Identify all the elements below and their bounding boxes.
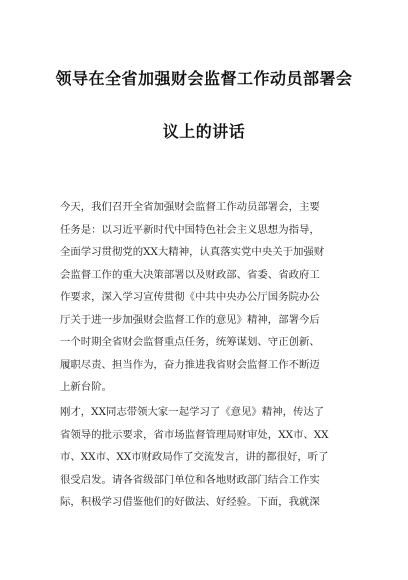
text-line: 刚才，XX同志带领大家一起学习了《意见》精神，传达了 <box>60 406 325 418</box>
text-line: 省领导的批示要求，省市场监督管理局财审处，XX市、XX <box>60 428 329 441</box>
text-line: 际，积极学习借鉴他们的好做法、好经验。下面，我就深 <box>60 496 320 508</box>
paragraph-2 <box>60 401 350 514</box>
text-line: 今天，我们召开全省加强财会监督工作动员部署会，主要 <box>60 201 320 213</box>
text-line: 会监督工作的重大决策部署以及财政部、省委、省政府工 <box>60 268 320 281</box>
document-title-line-1: 领导在全省加强财会监督工作动员部署会 <box>55 69 353 88</box>
text-line: 全面学习贯彻党的XX大精神，认真落实党中央关于加强财 <box>60 246 325 258</box>
text-line: 履职尽责、担当作为，奋力推进我省财会监督工作不断迈 <box>60 358 320 371</box>
paragraph-1 <box>60 196 350 399</box>
text-line: 任务是：以习近平新时代中国特色社会主义思想为指导， <box>60 223 320 236</box>
text-line: 厅关于进一步加强财会监督工作的意见》精神，部署今后 <box>60 313 320 326</box>
text-line: 很受启发。请各省级部门单位和各地财政部门结合工作实 <box>60 473 320 486</box>
text-line: 一个时期全省财会监督重点任务，统筹谋划、守正创新、 <box>60 336 320 348</box>
text-line: 作要求，深入学习宣传贯彻《中共中央办公厅国务院办公 <box>60 291 320 303</box>
text-line: 市、XX市、XX市财政局作了交流发言，讲的都很好，听了 <box>60 451 329 463</box>
document-title-line-2: 议上的讲话 <box>162 122 246 141</box>
text-line: 上新台阶。 <box>60 381 112 393</box>
